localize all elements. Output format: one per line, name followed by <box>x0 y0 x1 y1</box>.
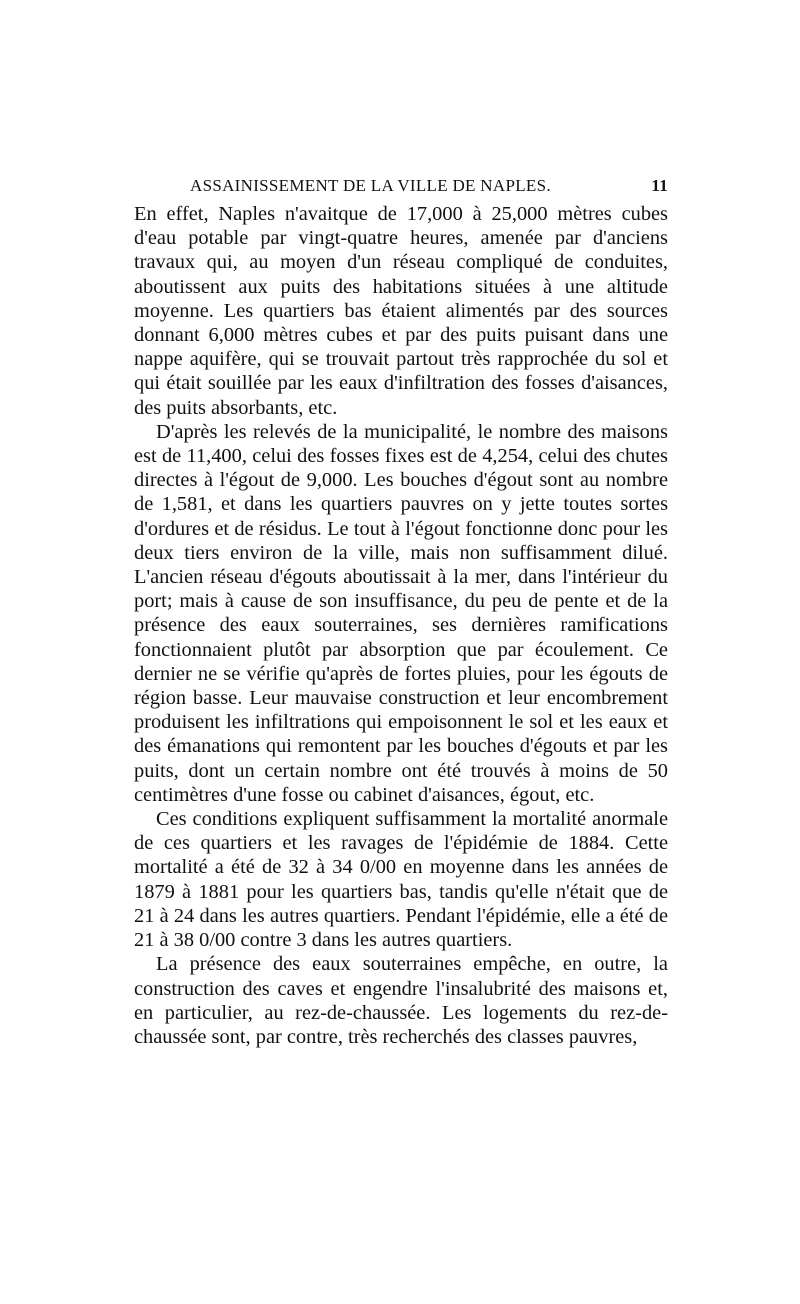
running-title: ASSAINISSEMENT DE LA VILLE DE NAPLES. <box>190 176 551 195</box>
paragraph-2: D'après les relevés de la municipalité, le nombre des maisons est de 11,400, celui des fosses fixes est de 4,254, celui des chutes directes à l'égout de 9,000. Les bouches d'égout sont au nombre de 1,581, et dans les quartiers pauvres on y jette toutes sortes d'ordures et de résidus. Le tout à l'égout fonctionne donc pour les deux tiers environ de la ville, mais non suffisamment dilué. L'ancien réseau d'égouts aboutissait à la mer, dans l'intérieur du port; mais à cause de son insuffisance, du peu de pente et de la présence des eaux souterraines, ses dernières ramifications fonctionnaient plutôt par absorption que par écoulement. Ce dernier ne se vérifie qu'après de fortes pluies, pour les égouts de région basse. Leur mauvaise construction et leur encombrement produisent les infiltrations qui empoisonnent le sol et les eaux et des émanations qui remontent par les bouches d'égouts et par les puits, dont un certain nombre ont été trouvés à moins de 50 centimètres d'une fosse ou cabinet d'aisances, égout, etc. <box>134 420 668 806</box>
paragraph-1: En effet, Naples n'avaitque de 17,000 à 25,000 mètres cubes d'eau potable par vingt-quatre heures, amenée par d'anciens travaux qui, au moyen d'un réseau compliqué de conduites, aboutissent aux puits des habitations situées à une altitude moyenne. Les quartiers bas étaient alimentés par des sources donnant 6,000 mètres cubes et par des puits puisant dans une nappe aquifère, qui se trouvait partout très rapprochée du sol et qui était souillée par les eaux d'infiltration des fosses d'aisances, des puits absorbants, etc. <box>134 203 668 419</box>
page-number: 11 <box>651 176 668 195</box>
paragraph-3: Ces conditions expliquent suffisamment la mortalité anormale de ces quartiers et les ravages de l'épidémie de 1884. Cette mortalité a été de 32 à 34 0/00 en moyenne dans les années de 1879 à 1881 pour les quartiers bas, tandis qu'elle n'était que de 21 à 24 dans les autres quartiers. Pendant l'épidémie, elle a été de 21 à 38 0/00 contre 3 dans les autres quartiers. <box>134 808 668 952</box>
paragraph-4: La présence des eaux souterraines empêche, en outre, la construction des caves et engendre l'insalubrité des maisons et, en particulier, au rez-de-chaussée. Les logements du rez-de-chaussée sont, par contre, très recherchés des classes pauvres, <box>134 953 668 1048</box>
body-text <box>134 202 668 1049</box>
running-head <box>134 172 668 202</box>
book-page <box>134 172 668 1049</box>
